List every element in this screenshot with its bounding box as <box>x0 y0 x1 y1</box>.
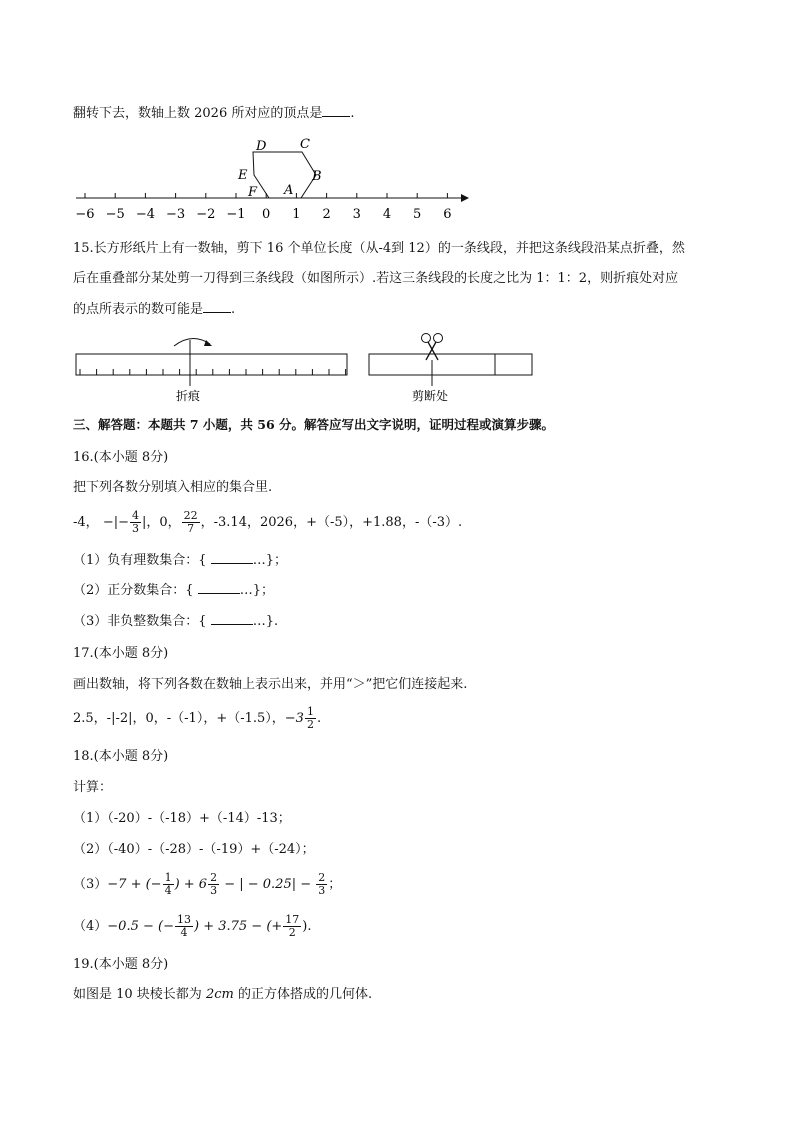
frac-den: 2 <box>306 718 314 731</box>
set-close: …}； <box>239 583 274 598</box>
strip-ruler <box>76 354 347 375</box>
q19-prompt-b: 的正方体搭成的几何体. <box>233 987 373 1002</box>
vertex-label-c: C <box>300 137 310 152</box>
answer-blank[interactable] <box>198 581 240 594</box>
frac-num: 1 <box>164 871 172 884</box>
frac-den: 3 <box>318 884 326 897</box>
q15-line3-text: 的点所表示的数可能是 <box>73 302 204 317</box>
axis-tick-label: −1 <box>226 207 246 222</box>
vertex-label-f: F <box>248 185 258 200</box>
frac-num: 4 <box>131 509 139 522</box>
q15-end: . <box>231 302 236 317</box>
q19-unit: 2cm <box>205 987 234 1002</box>
q15-line1: 15.长方形纸片上有一数轴，剪下 16 个单位长度（从-4到 12）的一条线段，并把这条线段沿某点折叠，然 <box>73 241 685 256</box>
mixed-whole: −3 <box>284 711 304 726</box>
q14-end: . <box>350 106 355 121</box>
q15-line3 <box>73 300 235 319</box>
axis-tick-label: −6 <box>75 207 95 222</box>
q16-prompt: 把下列各数分别填入相应的集合里. <box>73 480 273 495</box>
fraction <box>130 510 141 535</box>
axis-tick-label: 5 <box>413 207 422 222</box>
axis-tick-label: 4 <box>382 207 392 222</box>
vertex-label-e: E <box>238 168 248 183</box>
q16-numbers <box>73 508 462 538</box>
p3-c: − | − 0.25| − <box>220 877 316 892</box>
answer-blank[interactable] <box>211 612 253 625</box>
q17-end: . <box>316 711 322 726</box>
strip-cut <box>369 354 532 375</box>
label-cut: 剪断处 <box>412 389 449 403</box>
frac-den: 4 <box>180 926 188 939</box>
frac-den: 4 <box>164 884 172 897</box>
q14-tail <box>73 104 355 123</box>
q15-line2: 后在重叠部分某处剪一刀得到三条线段（如图所示）.若这三条线段的长度之比为 1：1：2，则折痕处对应 <box>73 271 679 286</box>
axis-tick-label: −2 <box>196 207 216 222</box>
set-close: …}. <box>252 614 279 629</box>
q19-prompt <box>73 986 372 1004</box>
frac-den: 3 <box>210 884 218 897</box>
q16-set2 <box>73 581 274 600</box>
frac-num: 13 <box>176 913 191 926</box>
frac-den: 7 <box>187 522 195 535</box>
axis-tick-label: −5 <box>105 207 125 222</box>
frac-den: 2 <box>288 926 296 939</box>
q19-head: 19.(本小题 8分) <box>73 957 169 972</box>
fraction <box>316 872 327 897</box>
p3-b: ) + 6 <box>174 877 208 892</box>
fraction <box>283 914 301 939</box>
q18-head: 18.(本小题 8分) <box>73 749 169 764</box>
answer-blank[interactable] <box>322 104 350 117</box>
p3-label: （3） <box>73 877 108 892</box>
set2-label: （2）正分数集合：{ <box>73 583 194 598</box>
q16-set1 <box>73 551 287 570</box>
fold-cut-figure <box>70 328 540 408</box>
p4-label: （4） <box>73 919 108 934</box>
axis-tick-label: −4 <box>135 207 155 222</box>
vertex-label-b: B <box>312 169 322 184</box>
q16-nums-b: ，-3.14，2026，+（-5），+1.88，-（-3）. <box>200 515 463 530</box>
fraction <box>208 872 219 897</box>
abs-open: −|− <box>102 515 129 530</box>
axis-tick-label: 2 <box>322 207 331 222</box>
frac-num: 22 <box>183 509 198 522</box>
axis-tick-label: 1 <box>292 207 301 222</box>
q16-set3 <box>73 612 278 631</box>
vertex-label-a: A <box>284 183 294 198</box>
q18-part2: （2）（-40）-（-28）-（-19）+（-24）； <box>73 842 315 857</box>
fraction <box>305 706 316 731</box>
answer-blank[interactable] <box>203 300 231 313</box>
p4-end: ). <box>302 919 312 934</box>
q16-nums-a: -4， <box>73 515 99 530</box>
axis-tick-label: −3 <box>166 207 186 222</box>
frac-num: 2 <box>318 871 326 884</box>
p3-a: −7 + (− <box>107 877 162 892</box>
q17-nums: 2.5，-|-2|，0，-（-1），+（-1.5）， <box>73 711 285 726</box>
p3-end: ； <box>328 877 342 892</box>
axis-tick-label: 6 <box>443 207 452 222</box>
frac-num: 17 <box>285 913 300 926</box>
q19-prompt-a: 如图是 10 块棱长都为 <box>73 987 206 1002</box>
p4-b: ) + 3.75 − (+ <box>193 919 283 934</box>
frac-num: 2 <box>210 871 218 884</box>
scissors-icon <box>422 334 443 361</box>
set1-label: （1）负有理数集合：{ <box>73 553 207 568</box>
q14-text: 翻转下去，数轴上数 2026 所对应的顶点是 <box>73 106 323 121</box>
abs-close: |，0， <box>141 515 181 530</box>
frac-den: 3 <box>131 522 139 535</box>
q18-part1: （1）（-20）-（-18）+（-14）-13； <box>73 811 291 826</box>
fraction <box>175 914 193 939</box>
q18-prompt: 计算： <box>73 780 113 795</box>
vertex-label-d: D <box>256 139 267 154</box>
label-fold: 折痕 <box>176 389 201 403</box>
axis-tick-label: 3 <box>352 207 361 222</box>
numberline-hexagon-figure <box>70 132 480 224</box>
q17-numbers <box>73 704 321 734</box>
q18-part3 <box>73 870 341 900</box>
set3-label: （3）非负整数集合：{ <box>73 614 207 629</box>
section-title: 三、解答题：本题共 7 小题，共 56 分。解答应写出文字说明，证明过程或演算步骤。 <box>73 417 555 432</box>
answer-blank[interactable] <box>211 551 253 564</box>
fraction <box>163 872 174 897</box>
fraction <box>182 510 200 535</box>
axis-tick-label: 0 <box>262 207 271 222</box>
q17-head: 17.(本小题 8分) <box>73 646 169 661</box>
q16-head: 16.(本小题 8分) <box>73 450 169 465</box>
frac-num: 1 <box>306 705 314 718</box>
q17-prompt: 画出数轴，将下列各数在数轴上表示出来，并用“＞”把它们连接起来. <box>73 677 468 692</box>
set-close: …}； <box>252 553 287 568</box>
p4-a: −0.5 − (− <box>107 919 174 934</box>
q18-part4 <box>73 912 312 942</box>
